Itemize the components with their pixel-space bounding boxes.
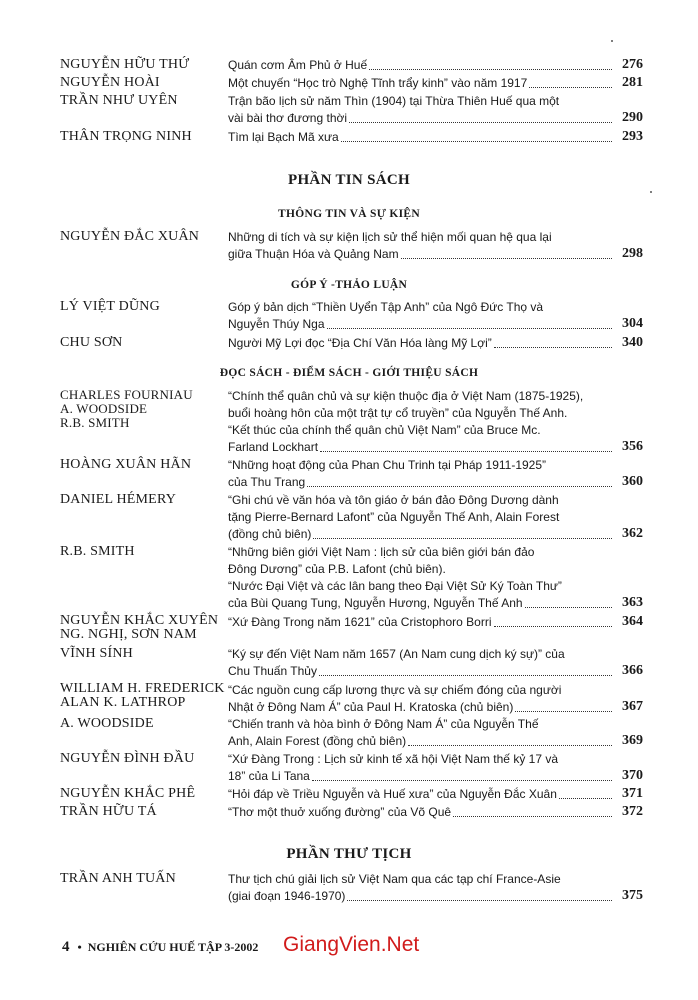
author-name: HOÀNG XUÂN HÃN [60, 457, 192, 472]
title-text: Trận bão lịch sử năm Thìn (1904) tại Thừa Thiên Huế qua một [228, 94, 560, 108]
dot-leader [347, 888, 612, 901]
author-name: LÝ VIỆT DŨNG [60, 299, 160, 314]
entry-title [228, 129, 614, 146]
footer-bullet: • [77, 940, 82, 954]
title-text: Người Mỹ Lợi đọc “Địa Chí Văn Hóa làng Mỹ Lợi” [228, 336, 492, 350]
title-text: “Ký sự đến Việt Nam năm 1657 (An Nam cung dịch ký sự)” của [228, 647, 565, 661]
title-line [228, 595, 614, 612]
dot-leader [529, 75, 612, 88]
title-text: “Ghi chú về văn hóa và tôn giáo ở bán đảo Đông Dương dành [228, 493, 559, 507]
entry-page-number: 371 [622, 786, 643, 801]
title-text: Những di tích và sự kiện lịch sử thể hiện mối quan hệ qua lại [228, 230, 552, 244]
entry-author [60, 751, 228, 766]
title-text: của Bùi Quang Tung, Nguyễn Hương, Nguyễn Thế Anh [228, 596, 523, 610]
title-line [228, 93, 614, 110]
title-text: “Thơ một thuở xuống đường” của Võ Quê [228, 805, 452, 819]
title-line [228, 682, 614, 699]
title-text: (giai đoạn 1946-1970) [228, 889, 346, 903]
author-name: WILLIAM H. FREDERICK [60, 681, 225, 696]
entry-title [228, 804, 614, 821]
entry-title [228, 646, 614, 680]
title-text: Nguyễn Thúy Nga [228, 317, 325, 331]
title-line [228, 526, 614, 543]
author-name: NGUYỄN ĐÌNH ĐẦU [60, 751, 195, 766]
title-text: “Các nguồn cung cấp lương thực và sự chiếm đóng của người [228, 683, 562, 697]
author-name: A. WOODSIDE [60, 716, 154, 731]
title-line [228, 388, 614, 405]
dot-leader [307, 474, 612, 487]
dot-leader [525, 595, 612, 608]
title-line [228, 422, 614, 439]
dot-leader [408, 733, 612, 746]
title-line [228, 804, 614, 821]
title-line [228, 751, 614, 768]
scan-speck [611, 40, 613, 42]
entry-page-number: 290 [622, 110, 643, 125]
title-line [228, 544, 614, 561]
title-line [228, 75, 614, 92]
author-name: TRẦN NHƯ UYÊN [60, 93, 178, 108]
entry-author [60, 804, 228, 819]
title-text: buổi hoàng hôn của một trật tự cổ truyền” của Nguyễn Thế Anh. [228, 406, 568, 420]
entry-page-number: 304 [622, 316, 643, 331]
dot-leader [515, 699, 612, 712]
entry-title [228, 786, 614, 803]
entry-page-number: 375 [622, 888, 643, 903]
entry-title [228, 751, 614, 785]
title-line [228, 57, 614, 74]
title-line [228, 492, 614, 509]
entry-page-number: 281 [622, 75, 643, 90]
dot-leader [401, 246, 612, 259]
dot-leader [559, 786, 612, 799]
entry-title [228, 388, 614, 456]
author-name: VĨNH SÍNH [60, 646, 133, 661]
author-name: R.B. SMITH [60, 415, 130, 430]
title-line [228, 316, 614, 333]
entry-page-number: 372 [622, 804, 643, 819]
dot-leader [369, 57, 612, 70]
author-name: NGUYỄN HỮU THỨ [60, 57, 190, 72]
watermark-text: GiangVien.Net [283, 933, 420, 956]
dot-leader [319, 663, 612, 676]
title-text: Đông Dương” của P.B. Lafont (chủ biên). [228, 562, 446, 576]
dot-leader [494, 614, 613, 627]
dot-leader [313, 526, 612, 539]
entry-title [228, 492, 614, 543]
scan-speck [650, 191, 652, 193]
entry-title [228, 457, 614, 491]
dot-leader [494, 335, 612, 348]
entry-page-number: 366 [622, 663, 643, 678]
dot-leader [341, 129, 612, 142]
entry-page-number: 369 [622, 733, 643, 748]
entry-page-number: 367 [622, 699, 643, 714]
title-line [228, 299, 614, 316]
title-text: Anh, Alain Forest (đồng chủ biên) [228, 734, 407, 748]
entry-author [60, 129, 228, 144]
title-line [228, 871, 614, 888]
entry-title [228, 544, 614, 612]
subsection-title-gop-y: GÓP Ý -THẢO LUẬN [290, 279, 408, 291]
title-line [228, 578, 614, 595]
entry-page-number: 360 [622, 474, 643, 489]
entry-title [228, 614, 614, 631]
author-name: NG. NGHỊ, SƠN NAM [60, 627, 197, 642]
title-line [228, 439, 614, 456]
author-name: NGUYỄN KHẮC XUYÊN [60, 613, 219, 628]
dot-leader [453, 804, 612, 817]
title-line [228, 699, 614, 716]
entry-title [228, 57, 614, 74]
subsection-title-doc-sach: ĐỌC SÁCH - ĐIỂM SÁCH - GIỚI THIỆU SÁCH [219, 367, 479, 379]
entry-author [60, 93, 228, 108]
entry-author [60, 871, 228, 886]
title-text: của Thu Trang [228, 475, 306, 489]
entry-page-number: 298 [622, 246, 643, 261]
author-name: NGUYỄN KHẮC PHÊ [60, 786, 196, 801]
title-line [228, 509, 614, 526]
title-line [228, 614, 614, 631]
section-title-tin-sach: PHẦN TIN SÁCH [288, 172, 410, 188]
title-text: “Xứ Đàng Trong năm 1621” của Cristophoro Borri [228, 615, 492, 629]
title-text: “Kết thúc của chính thể quân chủ Việt Nam” của Bruce Mc. [228, 423, 541, 437]
title-line [228, 663, 614, 680]
entry-title [228, 229, 614, 263]
entry-title [228, 682, 614, 716]
entry-title [228, 93, 614, 127]
title-line [228, 733, 614, 750]
entry-title [228, 716, 614, 750]
entry-author [60, 544, 228, 559]
dot-leader [320, 439, 612, 452]
title-line [228, 229, 614, 246]
title-text: “Hỏi đáp về Triều Nguyễn và Huế xưa” của Nguyễn Đắc Xuân [228, 787, 557, 801]
title-text: Farland Lockhart [228, 440, 319, 454]
entry-author [60, 299, 228, 314]
section-title-thu-tich: PHẦN THƯ TỊCH [286, 846, 412, 862]
entry-author [60, 682, 228, 710]
title-text: tặng Pierre-Bernard Lafont” của Nguyễn Thế Anh, Alain Forest [228, 510, 560, 524]
title-text: Thư tịch chú giải lịch sử Việt Nam qua các tạp chí France-Asie [228, 872, 561, 886]
entry-author [60, 614, 228, 642]
title-line [228, 110, 614, 127]
title-line [228, 246, 614, 263]
footer-journal-title: NGHIÊN CỨU HUẾ TẬP 3-2002 [87, 940, 259, 954]
title-text: “Những biên giới Việt Nam : lịch sử của biên giới bán đảo [228, 545, 535, 559]
entry-author [60, 229, 228, 244]
entry-author [60, 75, 228, 90]
entry-page-number: 362 [622, 526, 643, 541]
entry-page-number: 340 [622, 335, 643, 350]
title-line [228, 129, 614, 146]
title-text: Nhật ở Đông Nam Á” của Paul H. Kratoska (chủ biên) [228, 700, 514, 714]
author-name: CHU SƠN [60, 335, 123, 350]
title-text: Chu Thuấn Thủy [228, 664, 317, 678]
title-line [228, 474, 614, 491]
title-line [228, 405, 614, 422]
author-name: NGUYỄN HOÀI [60, 75, 160, 90]
author-name: R.B. SMITH [60, 544, 135, 559]
title-text: “Xứ Đàng Trong : Lịch sử kinh tế xã hội Việt Nam thế kỷ 17 và [228, 752, 559, 766]
title-text: giữa Thuận Hóa và Quảng Nam [228, 247, 399, 261]
author-name: TRẦN ANH TUẤN [60, 871, 176, 886]
entry-page-number: 356 [622, 439, 643, 454]
dot-leader [349, 110, 612, 123]
entry-title [228, 299, 614, 333]
entry-author [60, 388, 228, 430]
entry-author [60, 646, 228, 661]
author-name: DANIEL HÉMERY [60, 492, 177, 507]
title-text: Một chuyến “Học trò Nghệ Tĩnh trẩy kinh” vào năm 1917 [228, 76, 528, 90]
title-text: “Nước Đại Việt và các lân bang theo Đại Việt Sử Ký Toàn Thư” [228, 579, 562, 593]
title-text: vài bài thơ đương thời [228, 111, 348, 125]
entry-author [60, 57, 228, 72]
title-text: “Những hoạt động của Phan Chu Trinh tại Pháp 1911-1925” [228, 458, 547, 472]
author-name: TRẦN HỮU TÁ [60, 804, 157, 819]
entry-author [60, 492, 228, 507]
footer-page-number: 4 [62, 939, 70, 955]
entry-page-number: 293 [622, 129, 643, 144]
title-text: Quán cơm Âm Phủ ở Huế [228, 58, 368, 72]
title-line [228, 716, 614, 733]
title-line [228, 888, 614, 905]
title-text: (đồng chủ biên) [228, 527, 312, 541]
title-text: “Chính thể quân chủ và sự kiện thuộc địa ở Việt Nam (1875-1925), [228, 389, 584, 403]
entry-author [60, 457, 228, 472]
dot-leader [312, 768, 612, 781]
entry-page-number: 276 [622, 57, 643, 72]
title-text: “Chiến tranh và hòa bình ở Đông Nam Á” của Nguyễn Thế [228, 717, 539, 731]
title-line [228, 768, 614, 785]
entry-author [60, 716, 228, 731]
entry-page-number: 370 [622, 768, 643, 783]
title-line [228, 335, 614, 352]
title-line [228, 646, 614, 663]
entry-author [60, 335, 228, 350]
title-text: 18” của Li Tana [228, 769, 310, 783]
dot-leader [327, 316, 612, 329]
author-name: CHARLES FOURNIAU [60, 387, 193, 402]
title-text: Tìm lại Bạch Mã xưa [228, 130, 339, 144]
author-name: ALAN K. LATHROP [60, 695, 186, 710]
title-line [228, 457, 614, 474]
title-text: Góp ý bản dịch “Thiền Uyển Tập Anh” của Ngô Đức Thọ và [228, 300, 544, 314]
title-line [228, 561, 614, 578]
title-line [228, 786, 614, 803]
subsection-title-thong-tin: THÔNG TIN VÀ SỰ KIỆN [278, 208, 420, 220]
entry-page-number: 364 [622, 614, 643, 629]
entry-page-number: 363 [622, 595, 643, 610]
author-name: THÂN TRỌNG NINH [60, 129, 192, 144]
author-name: A. WOODSIDE [60, 401, 148, 416]
entry-title [228, 871, 614, 905]
page-footer [62, 939, 258, 956]
entry-author [60, 786, 228, 801]
entry-title [228, 75, 614, 92]
author-name: NGUYỄN ĐẮC XUÂN [60, 229, 200, 244]
entry-title [228, 335, 614, 352]
